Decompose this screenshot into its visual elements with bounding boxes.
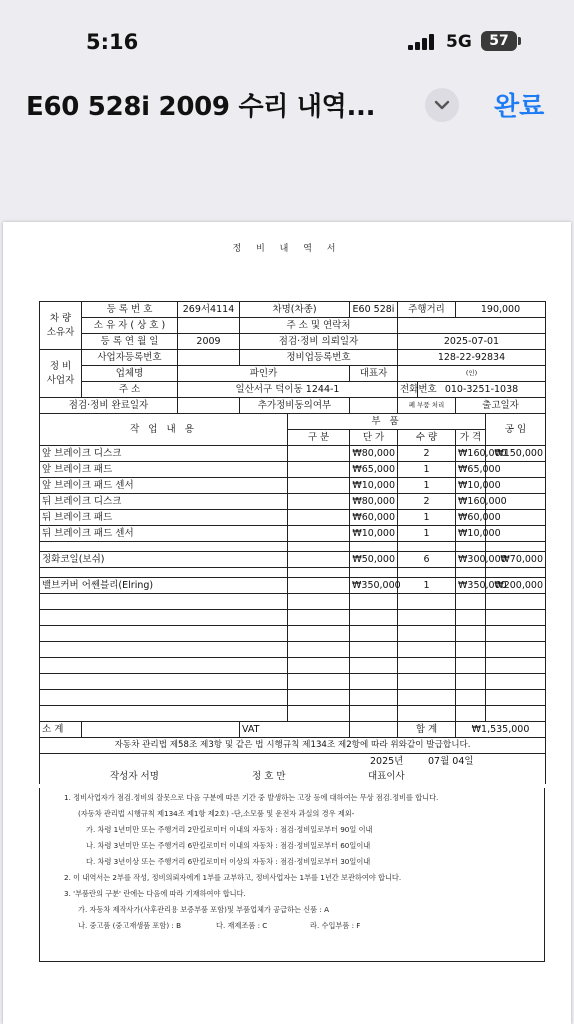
phone-label: 전화번호: [398, 382, 418, 398]
blank-row: [40, 706, 546, 722]
totals-row: [40, 722, 546, 738]
item-qty: 1: [398, 510, 456, 526]
extra-agree-value: [350, 398, 398, 414]
model-label: 차명(차종): [240, 302, 350, 318]
parts-header: 부 품: [288, 414, 486, 430]
maintenance-form-table: [39, 301, 546, 784]
item-name: 앞 브레이크 디스크: [40, 446, 288, 462]
note-line: 나. 중고품 (중고재생품 포함) : B: [78, 921, 182, 930]
note-line: 가. 자동차 제작사가(사후관리용 보증부품 포함)및 부품업체가 공급하는 신품 : A: [78, 905, 330, 914]
model-value: E60 528i: [350, 302, 398, 318]
item-kind: [288, 510, 350, 526]
item-labor: ₩200,000: [486, 578, 546, 594]
item-unit: ₩80,000: [350, 446, 398, 462]
item-price: ₩300,000: [456, 552, 486, 568]
network-type: 5G: [446, 32, 472, 52]
table-row: [40, 578, 546, 594]
total-value: ₩1,535,000: [456, 722, 546, 738]
kind-header: 구 분: [288, 430, 350, 446]
status-bar: [0, 0, 574, 80]
table-row: [40, 494, 546, 510]
company-label: 업체명: [82, 366, 178, 382]
note-line: 다. 차령 3년이상 또는 주행거리 6만킬로미터 이상의 자동차 : 점검·정비일로부터 30일이내: [86, 857, 371, 866]
complete-date-value: [178, 398, 240, 414]
note-line: 3. '부품란의 구분' 란에는 다음에 따라 기재하여야 합니다.: [64, 889, 246, 898]
ceo-title: 대표이사: [368, 771, 405, 782]
owner-name-value: [178, 318, 240, 334]
shop-reg-label: 정비업등록번호: [240, 350, 398, 366]
release-date-label: 출고일자: [456, 398, 546, 414]
item-name: 정화코일(보쉬): [40, 552, 288, 568]
item-price: ₩60,000: [456, 510, 486, 526]
phone-value: 010-3251-1038: [418, 382, 546, 398]
total-label: 합 계: [398, 722, 456, 738]
legal-statement: 자동차 관리법 제58조 제3항 및 같은 법 시행규칙 제134조 제2항에 따라 위와같이 발급합니다.: [40, 738, 546, 754]
item-qty: 6: [398, 552, 456, 568]
item-name: 뒤 브레이크 패드 센서: [40, 526, 288, 542]
title-menu-button[interactable]: [425, 88, 459, 122]
chevron-down-icon: [434, 98, 450, 112]
item-price: ₩160,000: [456, 446, 486, 462]
item-unit: ₩80,000: [350, 494, 398, 510]
writer-label: 작성자 서명: [110, 771, 159, 782]
blank-row: [40, 674, 546, 690]
vat-label: VAT: [240, 722, 350, 738]
item-labor: ₩70,000: [486, 552, 546, 568]
owner-addr-value: [398, 318, 546, 334]
item-name: 앞 브레이크 패드 센서: [40, 478, 288, 494]
document-title[interactable]: E60 528i 2009 수리 내역...: [26, 92, 376, 122]
reg-year-label: 등 록 연 월 일: [82, 334, 178, 350]
note-line: 2. 이 내역서는 2부를 작성, 정비의뢰자에게 1부를 교부하고, 정비사업자는 1부를 1년간 보관하여야 합니다.: [64, 873, 402, 882]
blank-row: [40, 626, 546, 642]
signal-icon: [408, 34, 434, 50]
complete-date-label: 점검·정비 완료일자: [40, 398, 178, 414]
extra-agree-label: 추가정비동의여부: [240, 398, 350, 414]
item-unit: ₩60,000: [350, 510, 398, 526]
owner-label: 차 량 소유자: [40, 302, 82, 350]
seal-mark: (인): [398, 366, 546, 382]
item-qty: 2: [398, 446, 456, 462]
battery-icon: 57: [481, 31, 517, 51]
biz-no-label: 사업자등록번호: [82, 350, 178, 366]
item-price: ₩10,000: [456, 526, 486, 542]
note-line: 라. 수입부품 : F: [310, 921, 361, 930]
signature-area: [40, 754, 546, 785]
form-title: 정 비 내 역 서: [232, 244, 342, 254]
note-line: 나. 차령 3년미만 또는 주행거리 6만킬로미터 이내의 자동차 : 점검·정비일로부터 60일이내: [86, 841, 371, 850]
blank-row: [40, 594, 546, 610]
item-unit: ₩350,000: [350, 578, 398, 594]
issue-year: 2025년: [370, 756, 404, 767]
note-line: 가. 차령 1년미만 또는 주행거리 2만킬로미터 이내의 자동차 : 점검·정비일로부터 90일 이내: [86, 825, 373, 834]
item-name: 앞 브레이크 패드: [40, 462, 288, 478]
item-kind: [288, 552, 350, 568]
document-page[interactable]: [3, 222, 571, 1024]
issue-date: 07월 04일: [428, 756, 474, 767]
request-date-value: 2025-07-01: [398, 334, 546, 350]
shop-label: 정 비 사업자: [40, 350, 82, 398]
reg-no-label: 등 록 번 호: [82, 302, 178, 318]
addr-label: 주 소: [82, 382, 178, 398]
table-row: [40, 462, 546, 478]
reg-year-value: 2009: [178, 334, 240, 350]
item-unit: ₩50,000: [350, 552, 398, 568]
qty-header: 수 량: [398, 430, 456, 446]
item-labor: ₩150,000: [486, 446, 546, 462]
labor-header: 공 임: [486, 414, 546, 446]
reg-no-value: 269서4114: [178, 302, 240, 318]
item-unit: ₩10,000: [350, 478, 398, 494]
work-header: 작 업 내 용: [40, 414, 288, 446]
blank-row: [40, 642, 546, 658]
mileage-label: 주행거리: [398, 302, 456, 318]
item-name: 뒤 브레이크 디스크: [40, 494, 288, 510]
item-qty: 1: [398, 462, 456, 478]
table-row: [40, 510, 546, 526]
addr-value: 일산서구 덕이동 1244-1: [178, 382, 398, 398]
item-qty: 1: [398, 478, 456, 494]
item-price: ₩10,000: [456, 478, 486, 494]
writer-name: 정 호 만: [252, 771, 286, 782]
table-row: [40, 526, 546, 542]
subtotal-label: 소 계: [40, 722, 82, 738]
table-row: [40, 552, 546, 568]
status-time: 5:16: [86, 30, 139, 54]
shop-reg-value: 128-22-92834: [398, 350, 546, 366]
item-kind: [288, 526, 350, 542]
item-unit: ₩10,000: [350, 526, 398, 542]
item-kind: [288, 478, 350, 494]
table-row: [40, 446, 546, 462]
item-kind: [288, 494, 350, 510]
item-kind: [288, 446, 350, 462]
item-unit: ₩65,000: [350, 462, 398, 478]
blank-row: [40, 690, 546, 706]
item-name: 밸브커버 어쎈블리(Elring): [40, 578, 288, 594]
notes-box: [39, 788, 545, 962]
ceo-label: 대표자: [350, 366, 398, 382]
note-line: (자동차 관리법 시행규칙 제134조 제1항 제2호) -단,소모품 및 운전자 과실의 경우 제외-: [78, 809, 355, 818]
note-line: 1. 정비사업자가 점검.정비의 잘못으로 다음 구분에 따른 기간 중 발생하는 고장 등에 대하여는 무상 점검.정비를 합니다.: [64, 793, 439, 802]
item-kind: [288, 462, 350, 478]
biz-no-value: [178, 350, 240, 366]
item-price: ₩65,000: [456, 462, 486, 478]
item-name: 뒤 브레이크 패드: [40, 510, 288, 526]
document-header: [0, 80, 574, 140]
blank-row: [40, 568, 546, 578]
item-kind: [288, 578, 350, 594]
blank-row: [40, 658, 546, 674]
mileage-value: 190,000: [456, 302, 546, 318]
request-date-label: 점검·정비 의뢰일자: [240, 334, 398, 350]
blank-row: [40, 610, 546, 626]
dispose-label: 폐 부품 처리: [398, 398, 456, 414]
item-price: ₩160,000: [456, 494, 486, 510]
item-qty: 1: [398, 526, 456, 542]
blank-row: [40, 542, 546, 552]
item-qty: 1: [398, 578, 456, 594]
table-row: [40, 478, 546, 494]
price-header: 가 격: [456, 430, 486, 446]
done-button[interactable]: 완료: [494, 92, 545, 122]
owner-name-label: 소 유 자 ( 상 호 ): [82, 318, 178, 334]
item-qty: 2: [398, 494, 456, 510]
item-price: ₩350,000: [456, 578, 486, 594]
owner-addr-label: 주 소 및 연락처: [240, 318, 398, 334]
company-value: 파인카: [178, 366, 350, 382]
note-line: 다. 재제조품 : C: [216, 921, 268, 930]
unit-header: 단 가: [350, 430, 398, 446]
